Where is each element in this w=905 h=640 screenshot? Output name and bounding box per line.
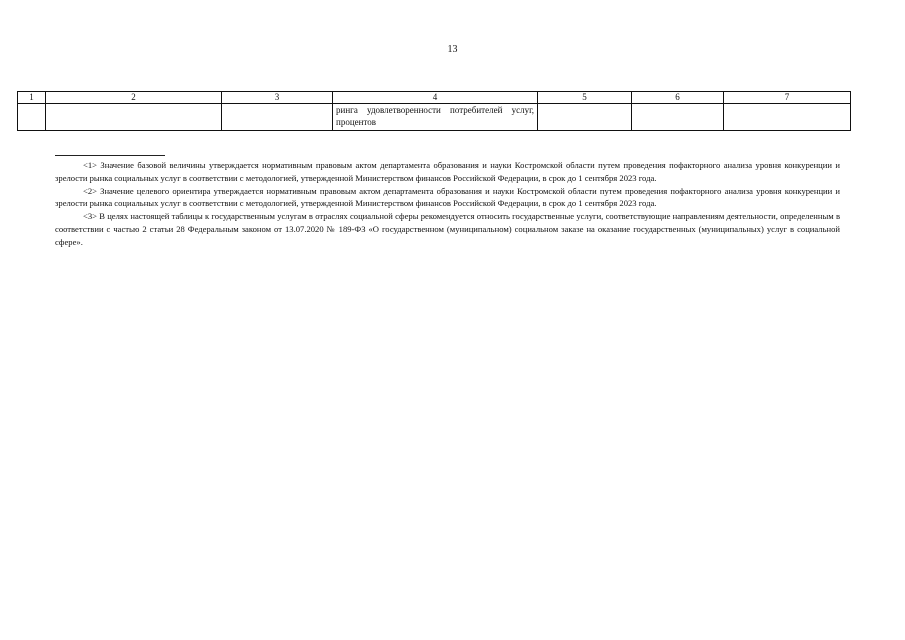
table-cell	[46, 104, 222, 131]
column-header: 5	[538, 92, 632, 104]
table-cell	[222, 104, 333, 131]
column-header: 3	[222, 92, 333, 104]
column-header: 4	[333, 92, 538, 104]
column-header: 6	[632, 92, 724, 104]
page-number: 13	[447, 44, 458, 55]
footnotes	[55, 159, 840, 249]
footnote-1: <1> Значение базовой величины утверждается нормативным правовым актом департамента образования и науки Костромской области путем проведения пофакторного анализа уровня конкуренции и зрелости рынка социальных услуг в соответствии с методологией, утвержденной Министерством финансов Российской Федерации, в срок до 1 сентября 2023 года.	[55, 160, 840, 183]
footnote-separator	[55, 155, 165, 156]
footnote-3: <3> В целях настоящей таблицы к государственным услугам в отраслях социальной сферы рекомендуется относить государственные услуги, соответствующие направлениям деятельности, определенным в соответствии с частью 2 статьи 28 Федеральным законом от 13.07.2020 № 189-ФЗ «О государственном (муниципальном) социальном заказе на оказание государственных (муниципальных) услуг в социальной сфере».	[55, 211, 840, 247]
column-header: 1	[18, 92, 46, 104]
data-table	[17, 91, 851, 131]
footnote-2: <2> Значение целевого ориентира утверждается нормативным правовым актом департамента образования и науки Костромской области путем проведения пофакторного анализа уровня конкуренции и зрелости рынка социальных услуг в соответствии с методологией, утвержденной Министерством финансов Российской Федерации, в срок до 1 сентября 2023 года.	[55, 185, 840, 209]
table-cell	[632, 104, 724, 131]
table-cell	[538, 104, 632, 131]
table-cell-indicator: ринга удовлетворенности потребителей услуг, процентов	[333, 104, 538, 131]
table-cell	[724, 104, 851, 131]
column-header: 2	[46, 92, 222, 104]
table-header-row	[18, 92, 851, 104]
table-row	[18, 104, 851, 131]
column-header: 7	[724, 92, 851, 104]
table-cell	[18, 104, 46, 131]
